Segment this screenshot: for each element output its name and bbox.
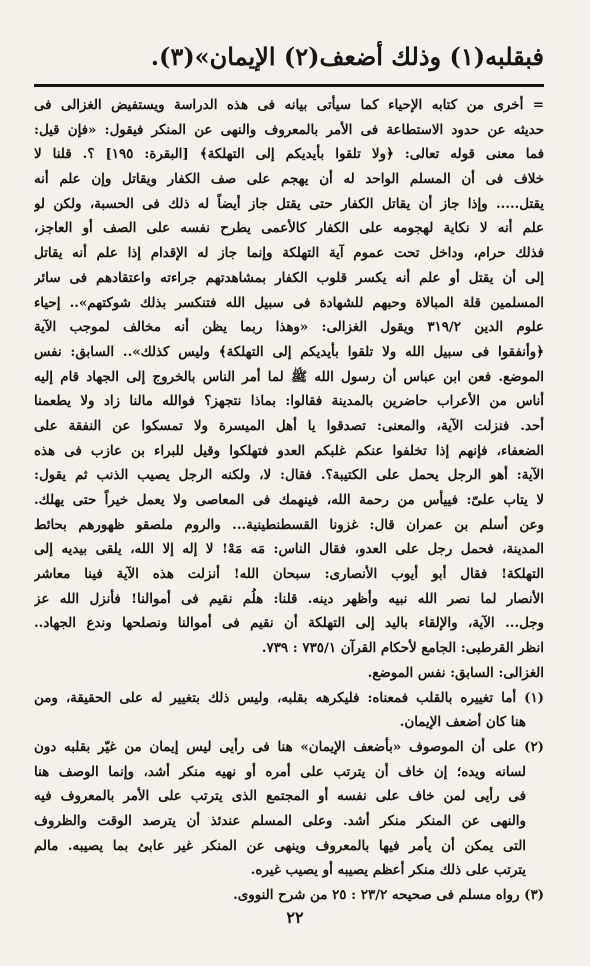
text-line: التهلكة! فقال أبو أيوب الأنصارى: سبحان الله! أنزلت هذه الآية فينا معاشر (34, 566, 544, 583)
footnotes (34, 686, 544, 908)
text-line: إلى أن يقتل أو علم أنه يكسر قلوب الكفار بمشاهدتهم جراءته واعتقادهم فى سائر (34, 269, 544, 286)
text-line: علوم الدين ٣١٩/٢ ويقول الغزالى: «وهذا ربما يظن أنه مخالف لموجب الآية (34, 319, 544, 336)
text-line: الغزالى: السابق: نفس الموضع. (367, 664, 544, 681)
page-number: ٢٢ (286, 908, 304, 927)
text-line: أحد. فنزلت الآية، والمعنى: تصدقوا يا أهل الميسرة ولا تمسكوا عن النفقة على (34, 417, 544, 434)
text-line: فذلك حرام، وداخل تحت عموم آية التهلكة وإنما جاز له الإقدام إذا علم أنه يقاتل (34, 245, 544, 262)
footnote-line: يترتب على ذلك منكر أعظم يصيبه أو يصيب غيره. (250, 862, 526, 879)
text-line: يقتل..... وإذا جاز أن يقاتل الكفار حتى يقتل جاز أيضاً له ذلك فى الحسبة، ولكن لو (34, 195, 544, 212)
footnote-line: فى رأيى لمن خاف على نفسه أو المجتمع الذى يترتب على الأمر بالمعروف فيه (34, 788, 526, 805)
text-line: وجل... الآية، والإلقاء باليد إلى التهلكة أن نقيم فى أموالنا ونصلحها وندع الجهاد.. (34, 615, 544, 632)
heading-rule (34, 84, 544, 87)
footnote-line: (٣) رواه مسلم فى صحيحه ٢٣/٢ : ٢٥ من شرح النووى. (233, 887, 544, 903)
footnote-line: التى يمكن أن يأمر فيها بالمعروف وينهى عن المنكر غير عابئ بما يصيبه. مالم (34, 837, 526, 854)
text-line: فما معنى قوله تعالى: ﴿ولا تلقوا بأيديكم إلى التهلكة﴾ [البقرة: ١٩٥] ؟. قلنا لا (34, 146, 544, 163)
footnote-line: والنهى عن المنكر منكر أشد. وعلى المسلم عندئذ أن يترصد الوقت والظروف (34, 812, 526, 829)
footnote-line: (٢) على أن الموصوف «بأضعف الإيمان» هنا فى رأيى ليس إيمان من غيّر بقلبه دون (34, 738, 544, 755)
text-line: خلاف فى أن المسلم الواحد له أن يهجم على صف الكفار ويقاتل وإن علم أنه (34, 171, 544, 188)
footnote-line: هنا كان أضعف الإيمان. (399, 714, 526, 731)
text-line: وعن أسلم بن عمران قال: غزونا القسطنطينية... والروم ملصقو ظهورهم بحائط (34, 516, 544, 533)
page-heading: فبقلبه(١) وذلك أضعف(٢) الإيمان»(٣). (150, 42, 544, 71)
text-line: أناس من الأعراب حاضرين بالمدينة فقالوا: بماذا نتجهز؟ فوالله مالنا زاد ولا يطعمنا (34, 393, 544, 410)
text-line: = أخرى من كتابه الإحياء كما سيأتى بيانه فى هذه الدراسة ويستفيض الغزالى فى (34, 97, 544, 113)
text-line: علم أنه لا نكاية لهجومه على الكفار كالأعمى يطرح نفسه على الصف أو العاجز، (34, 220, 544, 237)
footnote-line: لسانه ويده؛ إن خاف أن يترتب على أمره أو نهيه منكر أشد، وإنما الوصف هنا (34, 763, 526, 780)
text-line: حديثه عن حدود الاستطاعة فى الأمر بالمعروف والنهى عن المنكر فيقول: «فإن قيل: (34, 121, 544, 138)
text-line: الموضع. فعن ابن عباس أن رسول الله ﷺ لما أمر الناس بالخروج إلى الجهاد قام إليه (34, 368, 544, 385)
text-line: المدينة، فحمل رجل على العدو، فقال الناس: مَه مَهْ! لا إله إلا الله، يلقى بيديه إلى (34, 541, 544, 558)
text-line: ﴿وأنفقوا فى سبيل الله ولا تلقوا بأيديكم إلى التهلكة﴾ وليس كذلك».. السابق: نفس (34, 343, 544, 360)
text-line: انظر القرطبى: الجامع لأحكام القرآن ٧٣٥/١ : ٧٣٩. (261, 640, 544, 657)
text-line: الأنصار لما نصر الله نبيه وأظهر دينه. قلنا: هلُم نقيم فى أموالنا! فأنزل الله عز (34, 590, 544, 607)
main-text (34, 93, 544, 686)
text-line: الآية: أهو الرجل يحمل على الكتيبة؟. فقال: لا، ولكنه الرجل يصيب الذنب ثم يقول: (34, 467, 544, 484)
text-line: المسلمين قلة المبالاة وحبهم للشهادة فى سبيل الله فتنكسر بذلك شوكتهم».. إحياء (34, 294, 544, 311)
text-line: الضعفاء، فإنهم إذا تخلفوا عنكم غلبكم العدو فتهلكوا وقيل للبراء بن عازب فى هذه (34, 442, 544, 459)
footnote-line: (١) أما تغييره بالقلب فمعناه: فليكرهه بقلبه، وليس ذلك بتغيير له على الحقيقة، ومن (34, 689, 544, 706)
text-line: لا يتاب علىّ: فييأس من رحمة الله، فينهمك فى المعاصى ولا يعمل خيراً حتى يهلك. (34, 492, 544, 508)
